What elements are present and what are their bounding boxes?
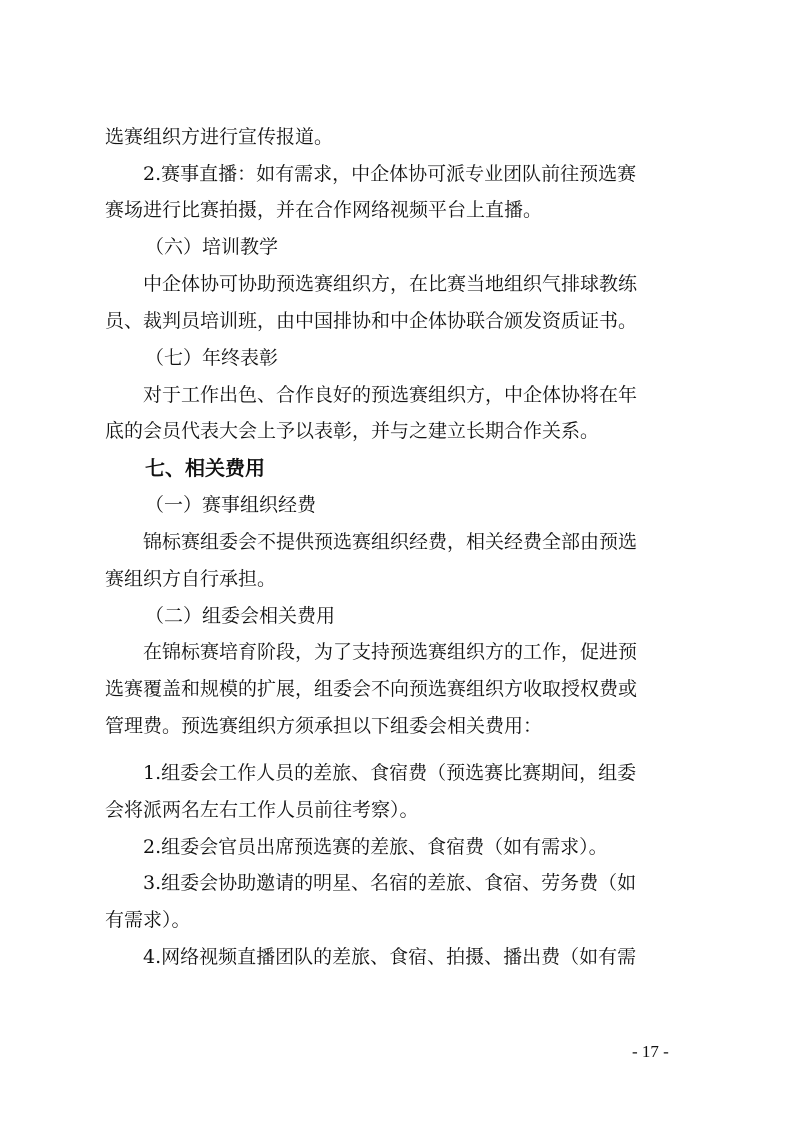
subsection-heading: （六）培训教学: [145, 236, 279, 258]
body-text-line: 选赛组织方进行宣传报道。: [105, 126, 334, 148]
body-text-line: 2.组委会官员出席预选赛的差旅、食宿费（如有需求）。: [143, 836, 608, 858]
section-heading: 七、相关费用: [145, 456, 265, 480]
body-text-line: 选赛覆盖和规模的扩展，组委会不向预选赛组织方收取授权费或: [105, 678, 638, 700]
subsection-heading: （一）赛事组织经费: [145, 494, 317, 516]
body-text-line: 赛组织方自行承担。: [105, 568, 277, 590]
body-text-line: 4.网络视频直播团队的差旅、食宿、拍摄、播出费（如有需: [143, 946, 637, 968]
body-text-line: 1.组委会工作人员的差旅、食宿费（预选赛比赛期间，组委: [143, 762, 637, 784]
subsection-heading: （二）组委会相关费用: [145, 605, 336, 627]
body-text-line: 管理费。预选赛组织方须承担以下组委会相关费用：: [105, 715, 543, 737]
body-text-line: 会将派两名左右工作人员前往考察）。: [105, 799, 419, 821]
body-text-line: 中企体协可协助预选赛组织方，在比赛当地组织气排球教练: [143, 273, 638, 295]
subsection-heading: （七）年终表彰: [145, 347, 279, 369]
body-text-line: 对于工作出色、合作良好的预选赛组织方，中企体协将在年: [143, 384, 638, 406]
body-text-line: 3.组委会协助邀请的明星、名宿的差旅、食宿、劳务费（如: [143, 872, 637, 894]
body-text-line: 赛场进行比赛拍摄，并在合作网络视频平台上直播。: [105, 199, 543, 221]
body-text-line: 有需求）。: [105, 909, 191, 931]
body-text-line: 底的会员代表大会上予以表彰，并与之建立长期合作关系。: [105, 420, 600, 442]
body-text-line: 在锦标赛培育阶段，为了支持预选赛组织方的工作，促进预: [143, 641, 638, 663]
body-text-line: 锦标赛组委会不提供预选赛组织经费，相关经费全部由预选: [143, 531, 638, 553]
page-number: - 17 -: [632, 1042, 669, 1061]
body-text-line: 2.赛事直播：如有需求，中企体协可派专业团队前往预选赛: [143, 163, 637, 185]
body-text-line: 员、裁判员培训班，由中国排协和中企体协联合颁发资质证书。: [105, 310, 638, 332]
